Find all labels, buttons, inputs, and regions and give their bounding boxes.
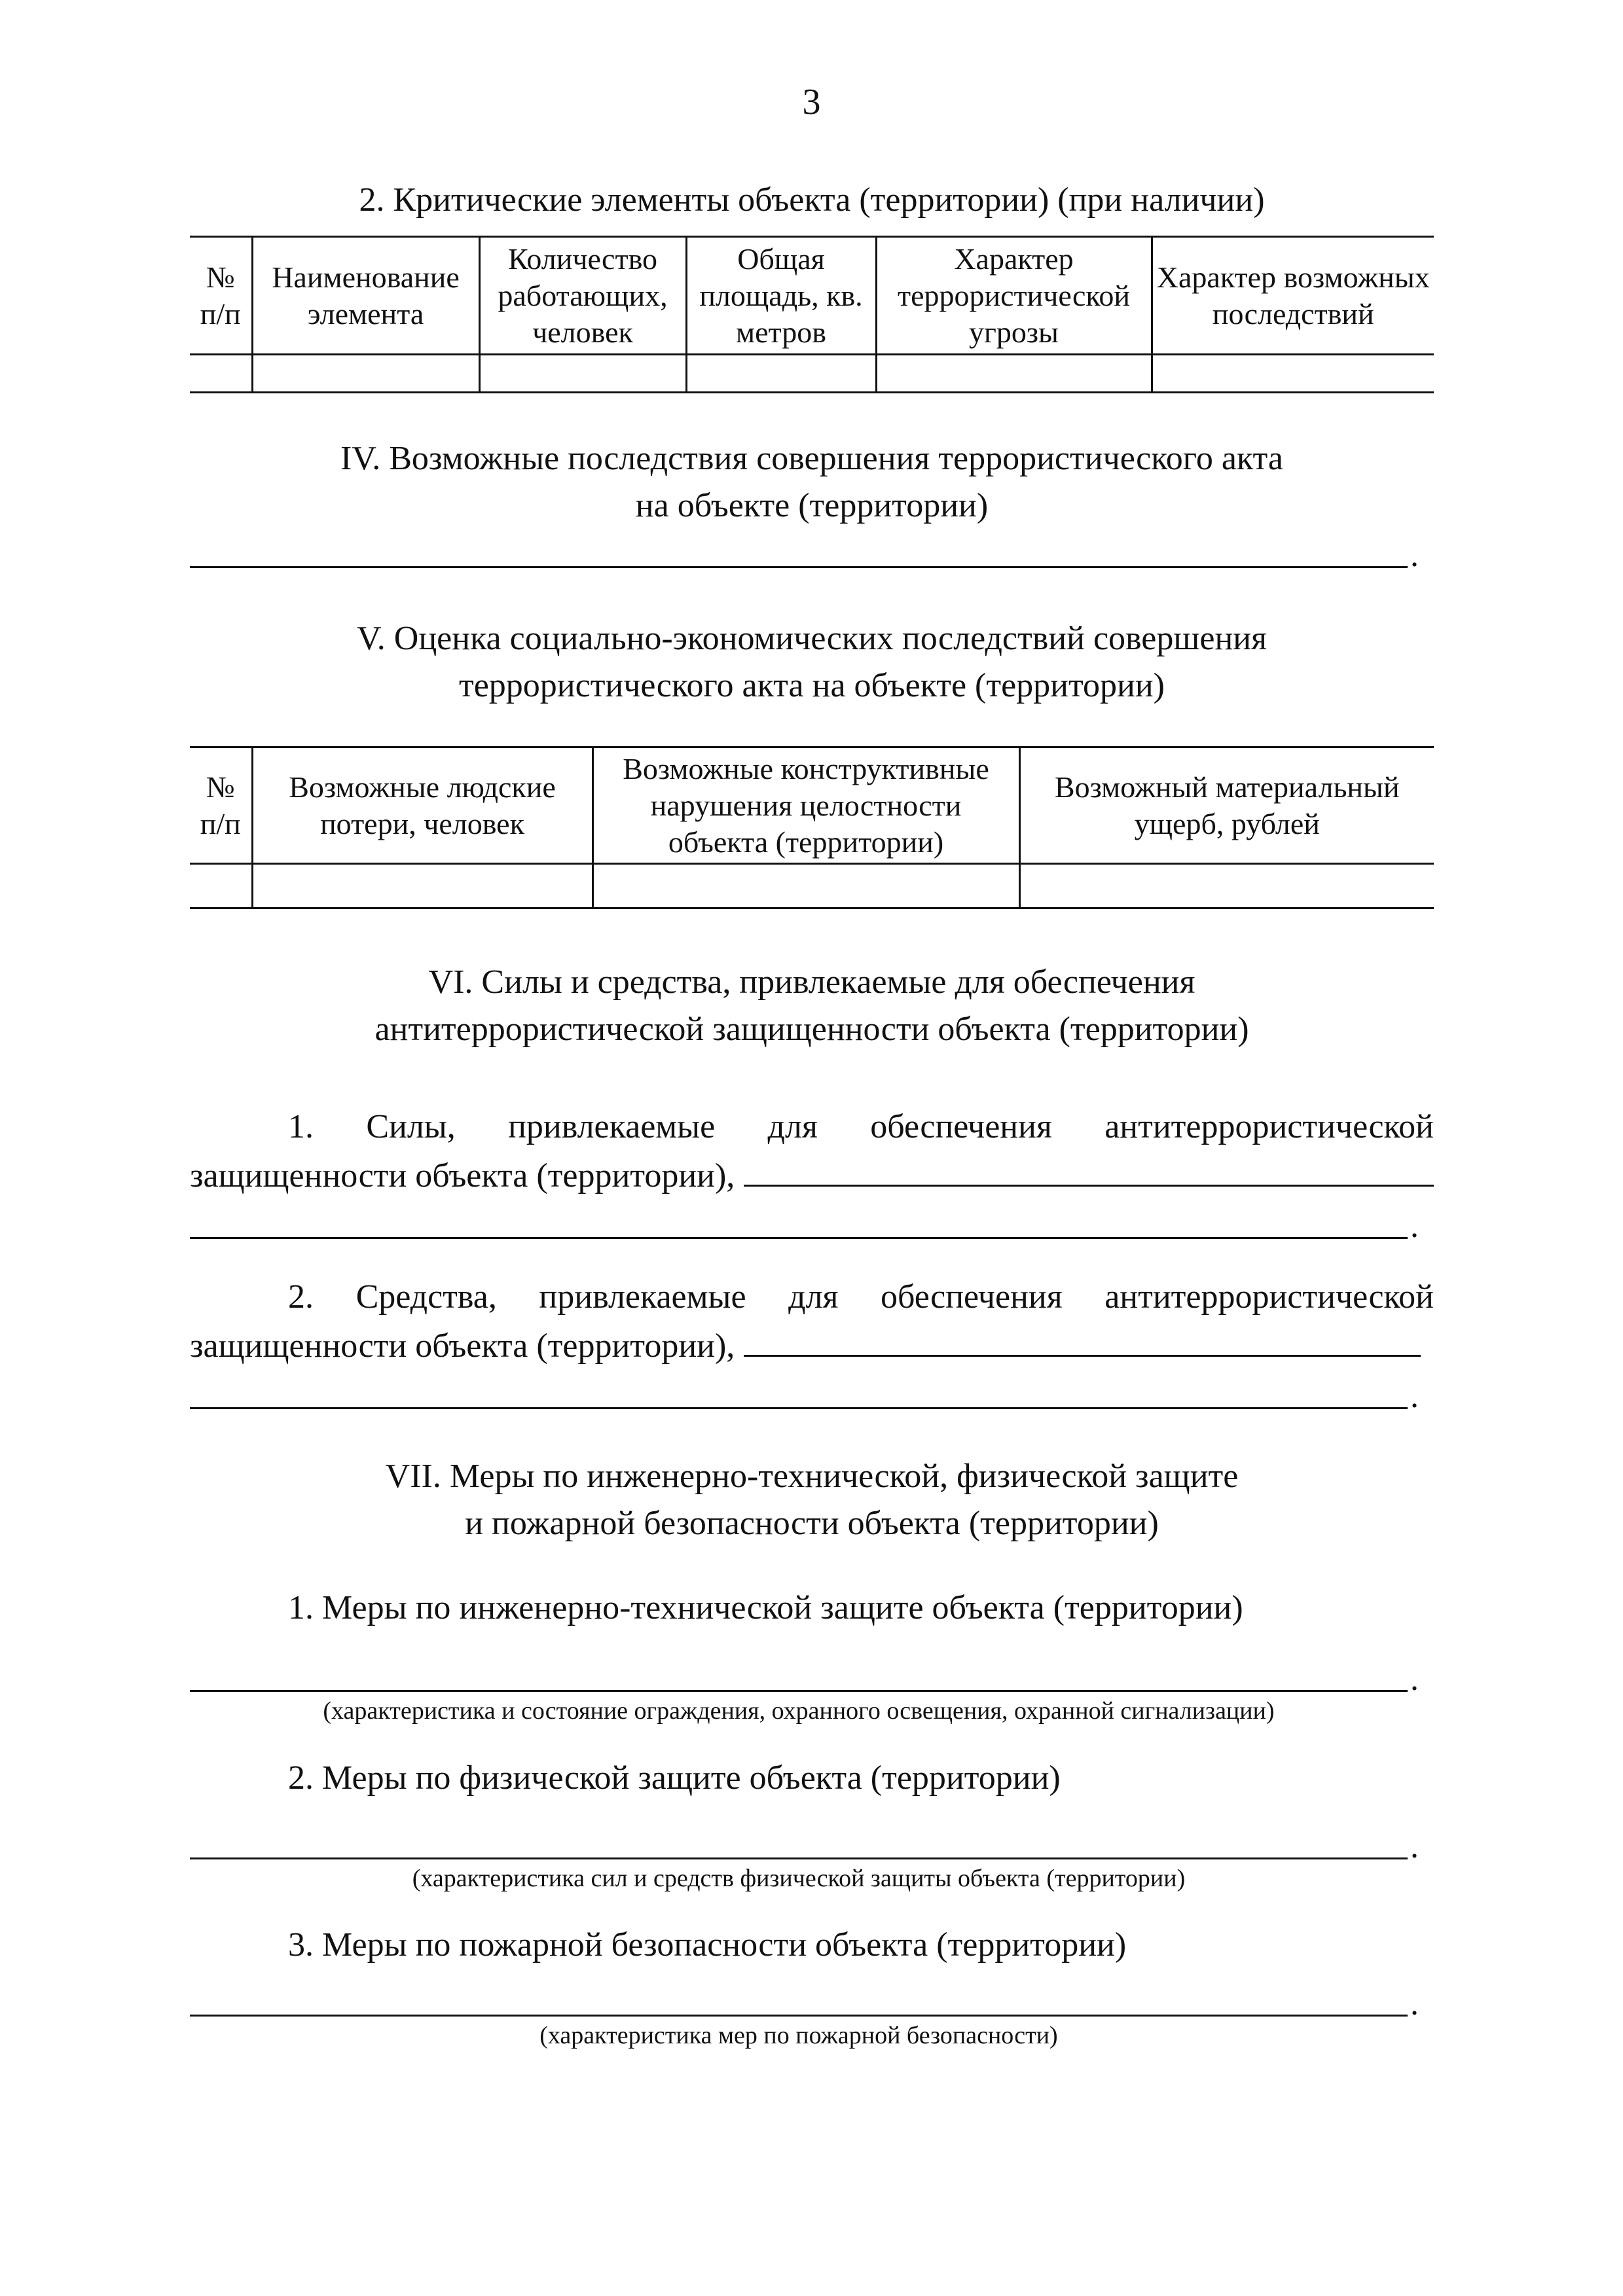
forces-fill-line-2[interactable] [190, 1237, 1408, 1239]
socioeconomic-consequences-table [190, 746, 1434, 909]
column-header-number: № п/п [190, 237, 252, 355]
table-cell[interactable] [593, 864, 1019, 908]
section-iv-end-mark: . [1410, 537, 1419, 574]
column-header-human-losses: Возможные людские потери, человек [252, 747, 593, 864]
section-vii-item-3: 3. Меры по пожарной безопасности объекта (территории) [288, 1926, 1127, 1964]
physical-protection-caption: (характеристика сил и средств физической защиты объекта (территории) [412, 1865, 1186, 1892]
table-cell[interactable] [479, 355, 686, 393]
table-cell[interactable] [190, 355, 252, 393]
column-header-number: № п/п [190, 747, 252, 864]
section-v-heading: V. Оценка социально-экономических последствий совершения террористического акта на объекте (территории) [356, 620, 1267, 704]
column-header-material-damage: Возможный материальный ущерб, рублей [1019, 747, 1434, 864]
critical-elements-table [190, 236, 1434, 393]
engineering-end-mark: . [1410, 1660, 1419, 1698]
fire-safety-fill-line[interactable] [190, 2015, 1408, 2017]
column-header-consequences: Характер возможных последствий [1152, 237, 1434, 355]
section-vi-item-2-continued: защищенности объекта (территории), [190, 1322, 1421, 1371]
forces-end-mark: . [1410, 1208, 1419, 1245]
table-cell[interactable] [1019, 864, 1434, 908]
page-number: 3 [802, 82, 821, 122]
section-vi-item-2: 2. Средства, привлекаемые для обеспечения антитеррористической [288, 1278, 1434, 1316]
table-cell[interactable] [876, 355, 1152, 393]
column-header-structural-damage: Возможные конструктивные нарушения целостности объекта (территории) [593, 747, 1019, 864]
section-vii-item-1: 1. Меры по инженерно-технической защите объекта (территории) [288, 1589, 1243, 1626]
physical-end-mark: . [1410, 1828, 1419, 1865]
means-fill-line[interactable] [744, 1355, 1421, 1357]
column-header-workers-count: Количество работающих, человек [479, 237, 686, 355]
section-vi-item-1: 1. Силы, привлекаемые для обеспечения антитеррористической [288, 1108, 1434, 1145]
section-iv-fill-line[interactable] [190, 566, 1408, 568]
physical-protection-fill-line[interactable] [190, 1857, 1408, 1859]
means-fill-line-2[interactable] [190, 1407, 1408, 1409]
column-header-area: Общая площадь, кв. метров [686, 237, 876, 355]
engineering-protection-fill-line[interactable] [190, 1690, 1408, 1692]
column-header-element-name: Наименование элемента [252, 237, 479, 355]
means-end-mark: . [1410, 1378, 1419, 1415]
table-row [190, 355, 1434, 393]
engineering-protection-caption: (характеристика и состояние ограждения, охранного освещения, охранной сигнализации) [323, 1697, 1275, 1725]
table-row [190, 864, 1434, 908]
section-vii-heading: VII. Меры по инженерно-технической, физической защите и пожарной безопасности объекта (территории) [385, 1458, 1239, 1542]
table-header-row [190, 237, 1434, 355]
section-vii-item-2: 2. Меры по физической защите объекта (территории) [288, 1759, 1061, 1797]
section-iv-heading: IV. Возможные последствия совершения террористического акта на объекте (территории) [340, 440, 1283, 524]
table-cell[interactable] [1152, 355, 1434, 393]
section-vi-heading: VI. Силы и средства, привлекаемые для обеспечения антитеррористической защищенности объекта (территории) [374, 963, 1249, 1048]
forces-fill-line[interactable] [744, 1185, 1434, 1187]
table-cell[interactable] [252, 355, 479, 393]
section-vi-item-1-continued: защищенности объекта (территории), [190, 1152, 1434, 1200]
column-header-threat-type: Характер террористической угрозы [876, 237, 1152, 355]
fire-safety-caption: (характеристика мер по пожарной безопасности) [539, 2022, 1058, 2049]
table-cell[interactable] [686, 355, 876, 393]
table-cell[interactable] [190, 864, 252, 908]
table-header-row [190, 747, 1434, 864]
table-cell[interactable] [252, 864, 593, 908]
fire-safety-end-mark: . [1410, 1985, 1419, 2022]
critical-elements-title: 2. Критические элементы объекта (территории) (при наличии) [359, 181, 1265, 219]
